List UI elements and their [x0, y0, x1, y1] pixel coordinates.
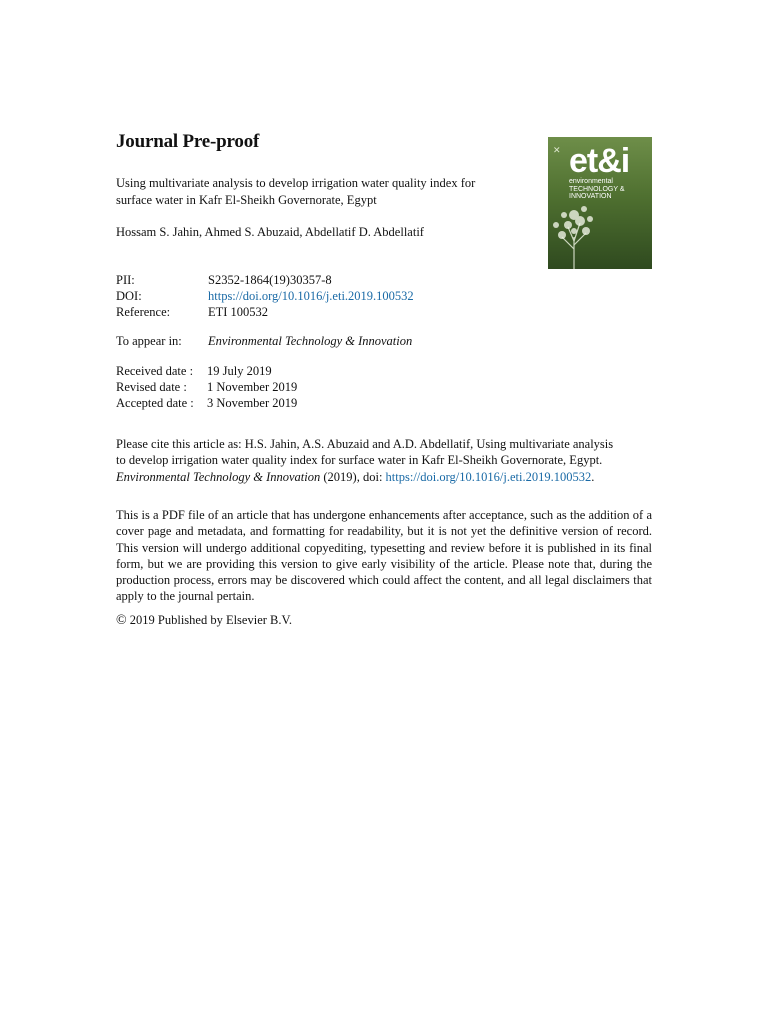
identifiers-block: [116, 272, 414, 320]
doi-row: [116, 288, 414, 304]
received-row: [116, 363, 297, 379]
copyright-line: [116, 612, 652, 629]
journal-cover-image: [548, 137, 652, 269]
preproof-notice: This is a PDF file of an article that has undergone enhancements after acceptance, such as the addition of a cover page and metadata, and formatting for readability, but it is not yet the definitive version of record. This version will undergo additional copyediting, typesetting and review before it is published in its final form, but we are providing this version to give early visibility of the article. Please note that, during the production process, errors may be discovered which could affect the content, and all legal disclaimers that apply to the journal pertain.: [116, 508, 652, 604]
appear-in-row: [116, 333, 412, 349]
appear-label: To appear in:: [116, 334, 182, 348]
citation-doi-link[interactable]: https://doi.org/10.1016/j.eti.2019.100532: [385, 469, 592, 484]
citation-line-1: Please cite this article as: H.S. Jahin, A.S. Abuzaid and A.D. Abdellatif, Using multivariate analysis: [116, 437, 614, 451]
elsevier-mark-icon: ✕: [553, 145, 561, 155]
received-value: 19 July 2019: [207, 364, 272, 378]
cover-subtitle-2: TECHNOLOGY &: [569, 185, 625, 193]
tree-illustration-icon: [548, 197, 652, 269]
citation-year-doi: (2019), doi:: [320, 469, 386, 484]
reference-row: [116, 304, 414, 320]
pii-value: S2352-1864(19)30357-8: [208, 273, 332, 287]
author-list: Hossam S. Jahin, Ahmed S. Abuzaid, Abdellatif D. Abdellatif: [116, 225, 424, 239]
accepted-label: Accepted date :: [116, 396, 194, 410]
citation-line-3: [116, 469, 652, 485]
cover-subtitle-3: INNOVATION: [569, 193, 612, 200]
copyright-symbol-icon: ©: [116, 613, 127, 628]
article-title-line-1: Using multivariate analysis to develop irrigation water quality index for: [116, 176, 476, 190]
dates-block: [116, 363, 297, 411]
cover-logo: [569, 144, 629, 201]
journal-name: Environmental Technology & Innovation: [208, 334, 413, 348]
accepted-row: [116, 395, 297, 411]
doi-label: DOI:: [116, 289, 142, 303]
citation-line-2: to develop irrigation water quality index for surface water in Kafr El-Sheikh Governorate, Egypt.: [116, 453, 603, 468]
citation-end: .: [591, 469, 595, 484]
citation-journal: Environmental Technology & Innovation: [116, 469, 321, 484]
received-label: Received date :: [116, 364, 194, 378]
revised-value: 1 November 2019: [207, 380, 298, 394]
cover-logo-text: et&i: [569, 142, 630, 180]
citation-paragraph: [116, 436, 652, 485]
pii-row: [116, 272, 414, 288]
pii-label: PII:: [116, 273, 135, 287]
page-title: Journal Pre-proof: [116, 131, 260, 152]
revised-label: Revised date :: [116, 380, 187, 394]
cover-subtitle-1: environmental: [569, 178, 613, 185]
copyright-text: 2019 Published by Elsevier B.V.: [126, 613, 293, 627]
revised-row: [116, 379, 297, 395]
reference-label: Reference:: [116, 305, 171, 319]
accepted-value: 3 November 2019: [207, 396, 298, 410]
article-title: [116, 175, 536, 209]
reference-value: ETI 100532: [208, 305, 269, 319]
doi-link[interactable]: https://doi.org/10.1016/j.eti.2019.100532: [208, 289, 414, 303]
article-title-line-2: surface water in Kafr El-Sheikh Governorate, Egypt: [116, 193, 377, 207]
